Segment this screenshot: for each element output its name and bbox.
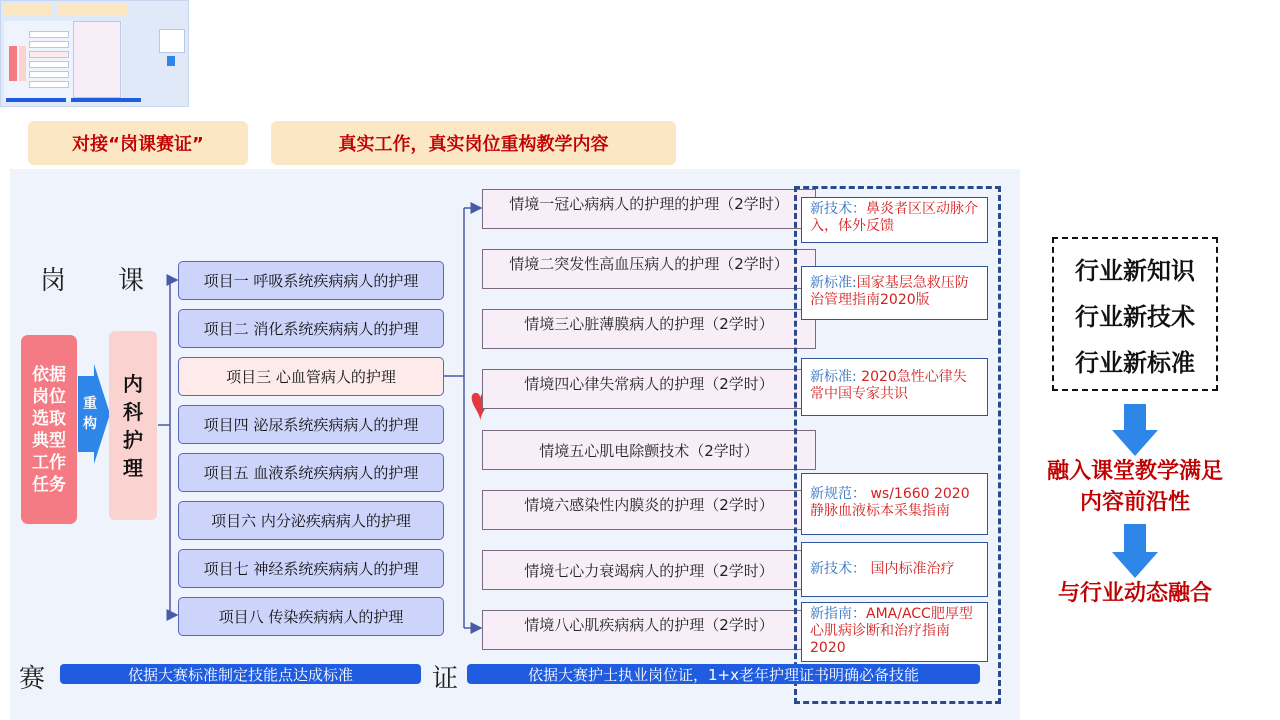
label-gang: 岗 (40, 266, 67, 296)
tag-left-text: 对接“岗课赛证” (72, 134, 204, 155)
job-task-box (21, 335, 77, 524)
industry-new-standard: 行业新标准 (1075, 348, 1195, 377)
project-8[interactable]: 项目八 传染疾病病人的护理 (178, 597, 444, 636)
integrate-classroom-text: 融入课堂教学满足内容前沿性 (1046, 459, 1223, 515)
situation-5[interactable]: 情境五心肌电除颤技术（2学时） (482, 430, 816, 470)
note-4: 新规范： ws/1660 2020 静脉血液标本采集指南 (801, 473, 988, 535)
job-task-text: 依据岗位选取典型工作任务 (32, 364, 66, 495)
industry-new-technology: 行业新技术 (1075, 302, 1195, 331)
industry-new-knowledge: 行业新知识 (1075, 256, 1195, 285)
note-5: 新技术： 国内标准治疗 (801, 542, 988, 597)
situation-6[interactable]: 情境六感染性内膜炎的护理（2学时） (482, 490, 816, 530)
situation-1[interactable]: 情境一冠心病病人的护理的护理（2学时） (482, 189, 816, 229)
label-sai: 赛 (19, 664, 46, 694)
label-zheng: 证 (432, 664, 459, 694)
down-arrow-icon-2 (1112, 524, 1158, 578)
label-ke: 课 (118, 266, 145, 296)
sai-standard-bar: 依据大赛标准制定技能点达成标准 (60, 664, 421, 684)
industry-dynamics-text: 与行业动态融合 (1057, 581, 1212, 606)
note-6: 新指南：AMA/ACC肥厚型心肌病诊断和治疗指南2020 (801, 602, 988, 662)
project-6[interactable]: 项目六 内分泌疾病病人的护理 (178, 501, 444, 540)
down-arrow-icon-1 (1112, 404, 1158, 456)
project-4[interactable]: 项目四 泌尿系统疾病病人的护理 (178, 405, 444, 444)
project-5[interactable]: 项目五 血液系统疾病病人的护理 (178, 453, 444, 492)
note-2: 新标准:国家基层急救压防治管理指南2020版 (801, 266, 988, 320)
project-7[interactable]: 项目七 神经系统疾病病人的护理 (178, 549, 444, 588)
note-3: 新标准: 2020急性心律失常中国专家共识 (801, 358, 988, 416)
situation-7[interactable]: 情境七心力衰竭病人的护理（2学时） (482, 550, 816, 590)
reconstruct-label: 重构 (83, 396, 97, 432)
situation-4[interactable]: 情境四心律失常病人的护理（2学时） (482, 369, 816, 409)
tag-right-text: 真实工作，真实岗位重构教学内容 (338, 134, 609, 155)
reconstruct-arrow (78, 364, 110, 464)
situation-3[interactable]: 情境三心脏薄膜病人的护理（2学时） (482, 309, 816, 349)
project-2[interactable]: 项目二 消化系统疾病病人的护理 (178, 309, 444, 348)
project-1[interactable]: 项目一 呼吸系统疾病病人的护理 (178, 261, 444, 300)
project-3[interactable]: 项目三 心血管病人的护理 (178, 357, 444, 396)
zheng-standard-bar: 依据大赛护士执业岗位证，1+x老年护理证书明确必备技能 (467, 664, 980, 684)
course-box (109, 331, 157, 520)
situation-2[interactable]: 情境二突发性高血压病人的护理（2学时） (482, 249, 816, 289)
industry-new-box (1052, 237, 1218, 391)
situation-8[interactable]: 情境八心肌疾病病人的护理（2学时） (482, 610, 816, 650)
course-text: 内科护理 (123, 371, 143, 480)
note-1: 新技术：鼻炎者区区动脉介入，体外反馈 (801, 197, 988, 243)
